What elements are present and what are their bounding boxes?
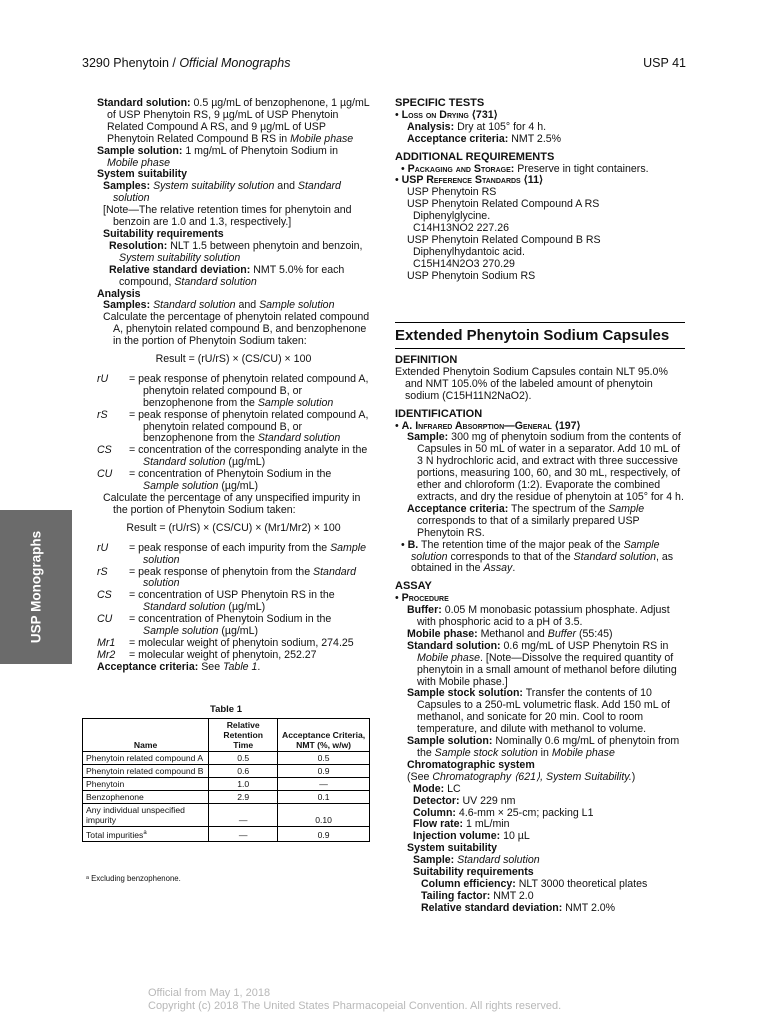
- text: (55:45): [576, 627, 613, 640]
- definition-row: [97, 410, 370, 446]
- label: USP Reference Standards: [401, 174, 521, 187]
- ital: Standard solution: [457, 854, 540, 867]
- definition-row: [97, 590, 370, 614]
- label: Standard solution:: [407, 639, 501, 652]
- ital: Sample solution: [143, 541, 367, 566]
- packaging-storage: • Packaging and Storage: Preserve in tight containers.: [401, 162, 649, 175]
- label: Loss on Drying: [401, 108, 469, 121]
- resolution-line: [97, 241, 370, 265]
- ital: Mobile phase: [417, 651, 481, 664]
- symbol: Mr2: [97, 648, 116, 661]
- table-title: Table 1: [209, 704, 243, 715]
- table-cell: [209, 827, 278, 842]
- label: Relative standard deviation:: [421, 901, 563, 914]
- text: . [Note—Dissolve the required quantity of phenytoin in a small amount of methanol before diluting with Mobile phase.]: [417, 651, 677, 688]
- procedure-heading: • Procedure: [395, 592, 449, 605]
- text: = peak response of phenytoin related compound A, phenytoin related compound B, or benzophenone from the: [129, 408, 369, 445]
- system-suitability-heading: System suitability: [407, 842, 498, 855]
- cell-text: 0.10: [315, 815, 332, 825]
- chromatographic-system-heading: Chromatographic system: [407, 758, 535, 771]
- label: Acceptance criteria:: [407, 132, 509, 145]
- definition-row: [97, 374, 370, 410]
- note: [Note—The relative retention times for phenytoin and benzoin are 1.0 and 1.3, respectively.]: [103, 204, 352, 229]
- label: B.: [407, 538, 419, 551]
- definition-text: Extended Phenytoin Sodium Capsules contain NLT 95.0% and NMT 105.0% of the labeled amount of phenytoin sodium (C15H11N2NaO2).: [395, 365, 668, 402]
- ital: Standard solution: [143, 456, 226, 469]
- suitability-requirements-heading: Suitability requirements: [413, 866, 534, 879]
- running-header-left: [82, 56, 291, 70]
- sample-stock-solution: [395, 688, 685, 736]
- text: NMT 2.5%: [511, 132, 562, 145]
- ital: Mobile phase: [107, 156, 171, 169]
- text: Nominally 0.6 mg/mL of phenytoin from the: [417, 735, 680, 759]
- table-cell: [209, 765, 278, 778]
- label: Standard solution:: [97, 97, 191, 109]
- symbol: rU: [97, 372, 109, 385]
- symbol: Mr1: [97, 636, 116, 649]
- label: Samples:: [103, 299, 151, 312]
- table-cell: [83, 752, 209, 765]
- label: A. Infrared Absorption—General: [401, 419, 552, 432]
- definition-text: [129, 590, 370, 614]
- cell-text: 1.0: [237, 779, 250, 789]
- text: = peak response of phenytoin from the: [129, 565, 314, 578]
- sidebar-label: USP Monographs: [28, 530, 44, 644]
- label: Resolution:: [109, 239, 168, 252]
- definitions-list: [97, 543, 370, 662]
- table-row: [83, 752, 370, 765]
- reference-line: USP Phenytoin Related Compound A RS: [407, 198, 600, 211]
- system-suitability-heading: System suitability: [97, 168, 188, 181]
- label: Mode:: [413, 782, 445, 795]
- assay-rsd: [395, 903, 685, 915]
- ital: Standard solution: [143, 565, 357, 590]
- definition-text: [129, 410, 370, 446]
- section-heading: SPECIFIC TESTS: [395, 97, 485, 109]
- text: and: [235, 299, 260, 312]
- text: (µg/mL): [218, 480, 259, 493]
- label: Sample:: [413, 854, 455, 867]
- reference-line: C15H14N2O3 270.29: [413, 257, 515, 270]
- footnote-marker: a: [143, 830, 147, 836]
- rsd-line: [97, 265, 370, 289]
- text: Preserve in tight containers.: [517, 162, 649, 175]
- table-cell: [209, 804, 278, 827]
- text: ): [631, 770, 636, 783]
- text: NMT 5.0% for each compound,: [119, 263, 345, 288]
- page-number: 3290: [82, 56, 110, 70]
- official-date: Official from May 1, 2018: [148, 987, 271, 999]
- table-cell: [83, 791, 209, 804]
- definition-text: [129, 469, 370, 493]
- ital: Sample: [608, 502, 645, 515]
- text: .: [512, 562, 516, 575]
- reference-line: USP Phenytoin Related Compound B RS: [407, 233, 601, 246]
- label: Relative standard deviation:: [109, 263, 251, 276]
- text: (See: [407, 770, 433, 783]
- text: NMT 2.0%: [565, 901, 616, 914]
- ref: ⟨11⟩: [520, 174, 544, 187]
- definitions-list: [97, 374, 370, 493]
- monograph-title-band: [395, 322, 685, 349]
- table-row: [83, 827, 370, 842]
- definition-text: [129, 374, 370, 410]
- text: See: [201, 660, 224, 673]
- section-name: Official Monographs: [179, 56, 291, 70]
- ital: Sample solution: [411, 538, 660, 563]
- definition-text: [129, 445, 370, 469]
- acceptance-criteria: [97, 662, 370, 674]
- reference-line: USP Phenytoin Sodium RS: [407, 269, 536, 282]
- cell-text: 0.5: [317, 753, 330, 763]
- table-cell: [83, 827, 209, 842]
- identification-b: • B. The retention time of the major peak of the Sample solution corresponds to that of the Standard solution, as obtained in the Assay.: [401, 538, 674, 575]
- header-separator: /: [168, 56, 180, 70]
- definition-text: [129, 543, 370, 567]
- table-body: [83, 752, 370, 842]
- right-column-bottom: [395, 355, 685, 915]
- table-row: [83, 791, 370, 804]
- sample-solution: [97, 146, 370, 170]
- text: UV 229 nm: [462, 794, 516, 807]
- label: Sample solution:: [407, 735, 493, 748]
- definition-row: [97, 445, 370, 469]
- table-footnote: ᵃ Excluding benzophenone.: [86, 874, 181, 883]
- text: = concentration of the corresponding analyte in the: [129, 444, 368, 457]
- text: LC: [447, 782, 461, 795]
- section-heading: IDENTIFICATION: [395, 407, 483, 420]
- ital: Buffer: [547, 627, 577, 640]
- ital: Sample solution: [257, 396, 334, 409]
- buffer: [395, 605, 685, 629]
- symbol: CU: [97, 613, 113, 626]
- ital: Assay: [483, 562, 513, 575]
- label: Detector:: [413, 794, 460, 807]
- suitability-requirements-heading: Suitability requirements: [103, 227, 224, 240]
- left-column: [97, 98, 370, 674]
- label: Sample solution:: [97, 144, 183, 157]
- text: 300 mg of phenytoin sodium from the contents of Capsules in 50 mL of water in a separator. Add 10 mL of 3 N hydrochloric acid, and extract with three successive portions, measuring 100, 60, and 30 mL, respectively, of ether and chloroform (1:2). Evaporate the combined extracts, and dry the residue of phenytoin at 105° for 4 h.: [417, 431, 684, 503]
- column-header: Acceptance Criteria, NMT (%, w/w): [278, 719, 370, 752]
- label: Packaging and Storage:: [407, 162, 515, 175]
- table-cell: [278, 804, 370, 827]
- table-cell: [278, 778, 370, 791]
- text: Transfer the contents of 10 Capsules to a 250-mL volumetric flask. Add 150 mL of methanol, and sonicate for 20 min. Cool to room temperature, and dilute with methanol to volume.: [417, 687, 671, 736]
- label: Flow rate:: [413, 818, 464, 831]
- definition-row: [97, 614, 370, 638]
- definition-row: [97, 469, 370, 493]
- usp-reference-standards: • USP Reference Standards ⟨11⟩: [395, 174, 544, 187]
- symbol: rU: [97, 541, 109, 554]
- table-cell: [278, 791, 370, 804]
- label: Column:: [413, 806, 456, 819]
- label: Analysis:: [407, 120, 455, 133]
- text: The retention time of the major peak of the: [421, 538, 624, 551]
- reference-line: USP Phenytoin RS: [407, 186, 497, 199]
- text: and: [274, 180, 298, 193]
- monograph-title: Extended Phenytoin Sodium Capsules: [395, 322, 685, 349]
- text: 10 µL: [503, 830, 530, 843]
- samples-line: [97, 181, 370, 205]
- column-header: Name: [83, 719, 209, 752]
- identification-a: • A. Infrared Absorption—General ⟨197⟩: [395, 419, 581, 432]
- text: 0.5 µg/mL of benzophenone, 1 µg/mL of USP Phenytoin RS, 9 µg/mL of USP Phenytoin Related Compound A RS, and 9 µg/mL of USP Phenytoin Related Compound B RS in: [107, 97, 370, 145]
- definition-text: [129, 567, 370, 591]
- cell-text: —: [238, 815, 248, 825]
- symbol: rS: [97, 408, 108, 421]
- text: NLT 1.5 between phenytoin and benzoin,: [170, 239, 363, 252]
- label: Column efficiency:: [421, 877, 516, 890]
- text: Dry at 105° for 4 h.: [457, 120, 547, 133]
- table-cell: [278, 752, 370, 765]
- ital: System suitability solution: [119, 251, 241, 264]
- table-header-row: [83, 719, 370, 752]
- ital: Sample solution: [259, 299, 335, 312]
- text: corresponds to that of a similarly prepared USP Phenytoin RS.: [417, 514, 640, 539]
- cell-text: —: [238, 829, 248, 840]
- id-acceptance: [395, 504, 685, 540]
- calculation-instruction: Calculate the percentage of any unspecified impurity in the portion of Phenytoin Sodium taken:: [103, 492, 361, 516]
- ital: Chromatography ⟨621⟩, System Suitability.: [432, 770, 632, 783]
- column-header: Relative Retention Time: [209, 719, 278, 752]
- right-column-top: [395, 98, 685, 283]
- ref: ⟨197⟩: [551, 419, 581, 432]
- symbol: CS: [97, 589, 112, 602]
- label: Acceptance criteria:: [407, 502, 509, 515]
- section-heading: ASSAY: [395, 580, 432, 593]
- symbol: CU: [97, 468, 113, 481]
- text: corresponds to that of the: [447, 550, 574, 563]
- analysis-heading: Analysis: [97, 287, 141, 300]
- copyright: Copyright (c) 2018 The United States Pharmacopeial Convention. All rights reserved.: [148, 1000, 562, 1012]
- ital: Standard solution: [573, 550, 657, 563]
- reference-line: C14H13NO2 227.26: [413, 222, 509, 235]
- calculation-instruction: Calculate the percentage of phenytoin related compound A, phenytoin related compound B, and benzophenone in the portion of Phenytoin Sodium taken:: [103, 311, 370, 348]
- text: (µg/mL): [218, 625, 259, 638]
- text: NMT 2.0: [493, 889, 534, 902]
- ital: Sample solution: [143, 480, 219, 493]
- table-cell: [83, 778, 209, 791]
- table-row: [83, 804, 370, 827]
- table-cell: [83, 765, 209, 778]
- table-row: [83, 778, 370, 791]
- reference-line: Diphenylglycine.: [413, 210, 491, 223]
- label: Mobile phase:: [407, 627, 478, 640]
- text: 4.6-mm × 25-cm; packing L1: [458, 806, 594, 819]
- cell-text: 0.9: [317, 766, 330, 776]
- text: , as obtained in the: [411, 550, 674, 575]
- section-heading: ADDITIONAL REQUIREMENTS: [395, 150, 555, 163]
- cell-text: Phenytoin: [86, 779, 125, 789]
- formula: Result = (rU/rS) × (CS/CU) × 100: [155, 353, 312, 366]
- cell-text: Phenytoin related compound B: [86, 766, 204, 776]
- cell-text: Total impurities: [86, 829, 144, 840]
- lod-acceptance: [395, 134, 685, 146]
- cell-text: —: [319, 779, 328, 789]
- ital: Standard solution: [174, 275, 257, 288]
- text: 1 mg/mL of Phenytoin Sodium in: [185, 144, 339, 157]
- definition-row: [97, 543, 370, 567]
- ital: Sample solution: [143, 625, 219, 638]
- formula: Result = (rU/rS) × (CS/CU) × (Mr1/Mr2) × 100: [126, 521, 341, 534]
- ital: Standard solution: [153, 299, 236, 312]
- definition-row: [97, 567, 370, 591]
- table-row: [83, 765, 370, 778]
- table-cell: [278, 765, 370, 778]
- text: (µg/mL): [225, 456, 266, 469]
- text: .: [257, 660, 261, 673]
- text: Methanol and: [480, 627, 548, 640]
- text: = concentration of Phenytoin Sodium in the: [129, 468, 332, 481]
- cell-text: 0.1: [317, 792, 330, 802]
- symbol: CS: [97, 444, 112, 457]
- cell-text: Any individual unspecified impurity: [86, 805, 185, 825]
- label: Sample:: [407, 431, 449, 444]
- label: Procedure: [401, 592, 449, 605]
- text: = molecular weight of phenytoin sodium, 274.25: [129, 636, 354, 649]
- symbol: rS: [97, 565, 108, 578]
- text: (µg/mL): [225, 601, 266, 614]
- table-cell: [209, 752, 278, 765]
- standard-solution: [97, 98, 370, 146]
- text: The spectrum of the: [511, 502, 609, 515]
- text: 1 mL/min: [465, 818, 510, 831]
- ital: Standard solution: [257, 432, 341, 445]
- reference-line: Diphenylhydantoic acid.: [413, 245, 525, 258]
- cell-text: Phenytoin related compound A: [86, 753, 204, 763]
- table-cell: [278, 827, 370, 842]
- official-footer: [148, 987, 561, 1013]
- ital: Mobile phase: [290, 132, 354, 145]
- label: Injection volume:: [413, 830, 501, 843]
- cell-text: 2.9: [237, 792, 250, 802]
- text: = concentration of Phenytoin Sodium in the: [129, 613, 332, 626]
- ital: System suitability solution: [153, 180, 275, 193]
- running-header-right: USP 41: [643, 56, 686, 70]
- ital: Table 1: [223, 660, 258, 673]
- label: Acceptance criteria:: [97, 660, 199, 673]
- label: Tailing factor:: [421, 889, 491, 902]
- table-cell: [209, 778, 278, 791]
- definition-text: [129, 614, 370, 638]
- cell-text: 0.6: [237, 766, 250, 776]
- assay-sample-solution: [395, 736, 685, 760]
- id-sample: [395, 432, 685, 503]
- cell-text: 0.5: [237, 753, 250, 763]
- impurities-table: [82, 718, 370, 842]
- text: = molecular weight of phenytoin, 252.27: [129, 648, 317, 661]
- table-cell: [209, 791, 278, 804]
- table-cell: [83, 804, 209, 827]
- sidebar-tab: [0, 510, 72, 664]
- label: Buffer:: [407, 604, 442, 617]
- cell-text: 0.9: [317, 829, 330, 840]
- text: = peak response of phenytoin related compound A, phenytoin related compound B, or benzophenone from the: [129, 372, 369, 409]
- text: 0.05 M monobasic potassium phosphate. Adjust with phosphoric acid to a pH of 3.5.: [417, 604, 670, 629]
- ital: Standard solution: [113, 180, 341, 205]
- text: 0.6 mg/mL of USP Phenytoin RS in: [503, 639, 669, 652]
- text: = peak response of each impurity from the: [129, 541, 331, 554]
- lod-heading: • Loss on Drying ⟨731⟩: [395, 108, 498, 121]
- cell-text: Benzophenone: [86, 792, 144, 802]
- text: in: [537, 747, 552, 759]
- text: = concentration of USP Phenytoin RS in the: [129, 589, 335, 602]
- text: NLT 3000 theoretical plates: [518, 877, 648, 890]
- section-heading: DEFINITION: [395, 354, 458, 366]
- label: Sample stock solution:: [407, 687, 523, 700]
- ital: Standard solution: [143, 601, 226, 614]
- ital: Sample stock solution: [434, 747, 538, 759]
- monograph-name: Phenytoin: [113, 56, 169, 70]
- ital: Mobile phase: [551, 747, 615, 759]
- assay-standard-solution: [395, 641, 685, 689]
- ref: ⟨731⟩: [468, 108, 498, 121]
- label: Samples:: [103, 180, 151, 193]
